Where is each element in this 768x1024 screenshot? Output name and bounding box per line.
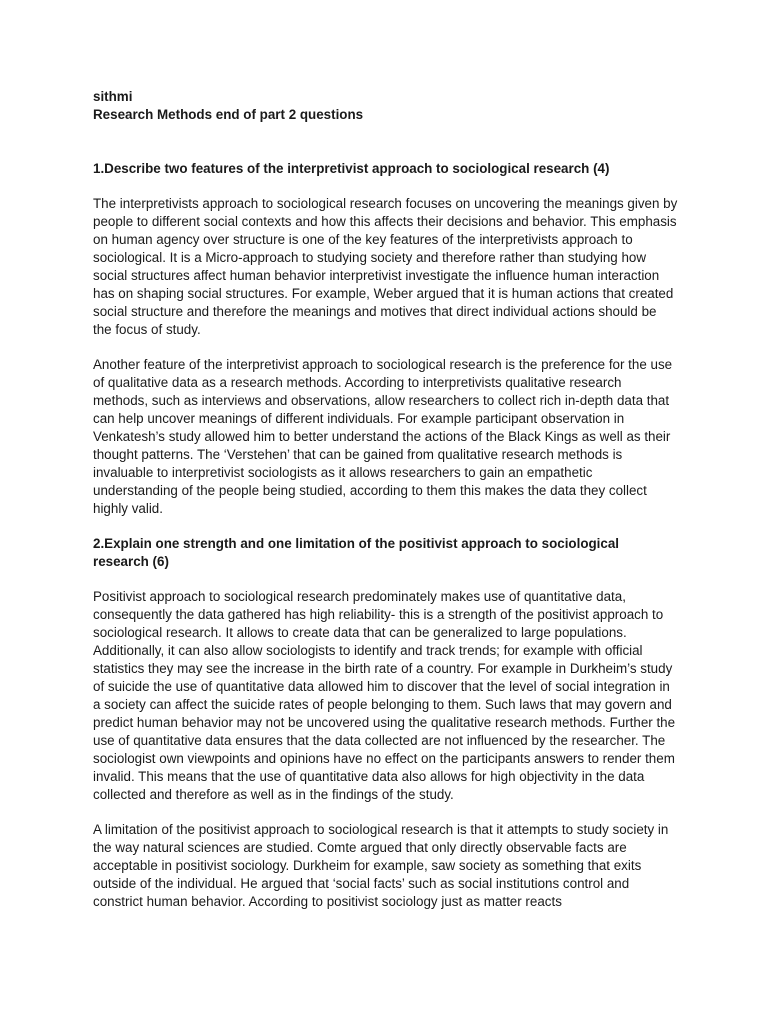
author-name: sithmi bbox=[93, 89, 133, 104]
question-2-heading: 2.Explain one strength and one limitation of the positivist approach to sociological research (6) bbox=[93, 536, 620, 569]
answer-1-paragraph-2: Another feature of the interpretivist approach to sociological research is the preference for the use of qualitative data as a research methods. According to interpretivists qualitative research methods, such as interviews and observations, allow researchers to collect rich in-depth data that can help uncover meanings of different individuals. For example participant observation in Venkatesh’s study allowed him to better understand the actions of the Black Kings as well as their thought patterns. The ‘Verstehen’ that can be gained from qualitative research methods is invaluable to interpretivist sociologists as it allows researchers to gain an empathetic understanding of the people being studied, according to them this makes the data they collect highly valid. bbox=[93, 357, 673, 516]
document-page bbox=[93, 88, 678, 911]
question-1-heading: 1.Describe two features of the interpretivist approach to sociological research (4) bbox=[93, 161, 610, 176]
answer-2-paragraph-1: Positivist approach to sociological research predominately makes use of quantitative data, consequently the data gathered has high reliability- this is a strength of the positivist approach to sociological research. It allows to create data that can be generalized to large populations. Additionally, it can also allow sociologists to identify and track trends; for example with official statistics they may see the increase in the birth rate of a country. For example in Durkheim’s study of suicide the use of quantitative data allowed him to discover that the level of social integration in a society can affect the suicide rates of people belonging to them. Such laws that may govern and predict human behavior may not be uncovered using the qualitative research methods. Further the use of quantitative data ensures that the data collected are not influenced by the researcher. The sociologist own viewpoints and opinions have no effect on the participants answers to render them invalid. This means that the use of quantitative data also allows for high objectivity in the data collected and therefore as well as in the findings of the study. bbox=[93, 589, 676, 802]
answer-1-paragraph-1: The interpretivists approach to sociological research focuses on uncovering the meanings given by people to different social contexts and how this affects their decisions and behavior. This emphasis on human agency over structure is one of the key features of the interpretivists approach to sociological. It is a Micro-approach to studying society and therefore rather than studying how social structures affect human behavior interpretivist investigate the influence human interaction has on shaping social structures. For example, Weber argued that it is human actions that created social structure and therefore the meanings and motives that direct individual actions should be the focus of study. bbox=[93, 196, 678, 337]
answer-2-paragraph-2: A limitation of the positivist approach to sociological research is that it attempts to study society in the way natural sciences are studied. Comte argued that only directly observable facts are acceptable in positivist sociology. Durkheim for example, saw society as something that exits outside of the individual. He argued that ‘social facts’ such as social institutions control and constrict human behavior. According to positivist sociology just as matter reacts bbox=[93, 822, 669, 909]
document-title: Research Methods end of part 2 questions bbox=[93, 107, 364, 122]
